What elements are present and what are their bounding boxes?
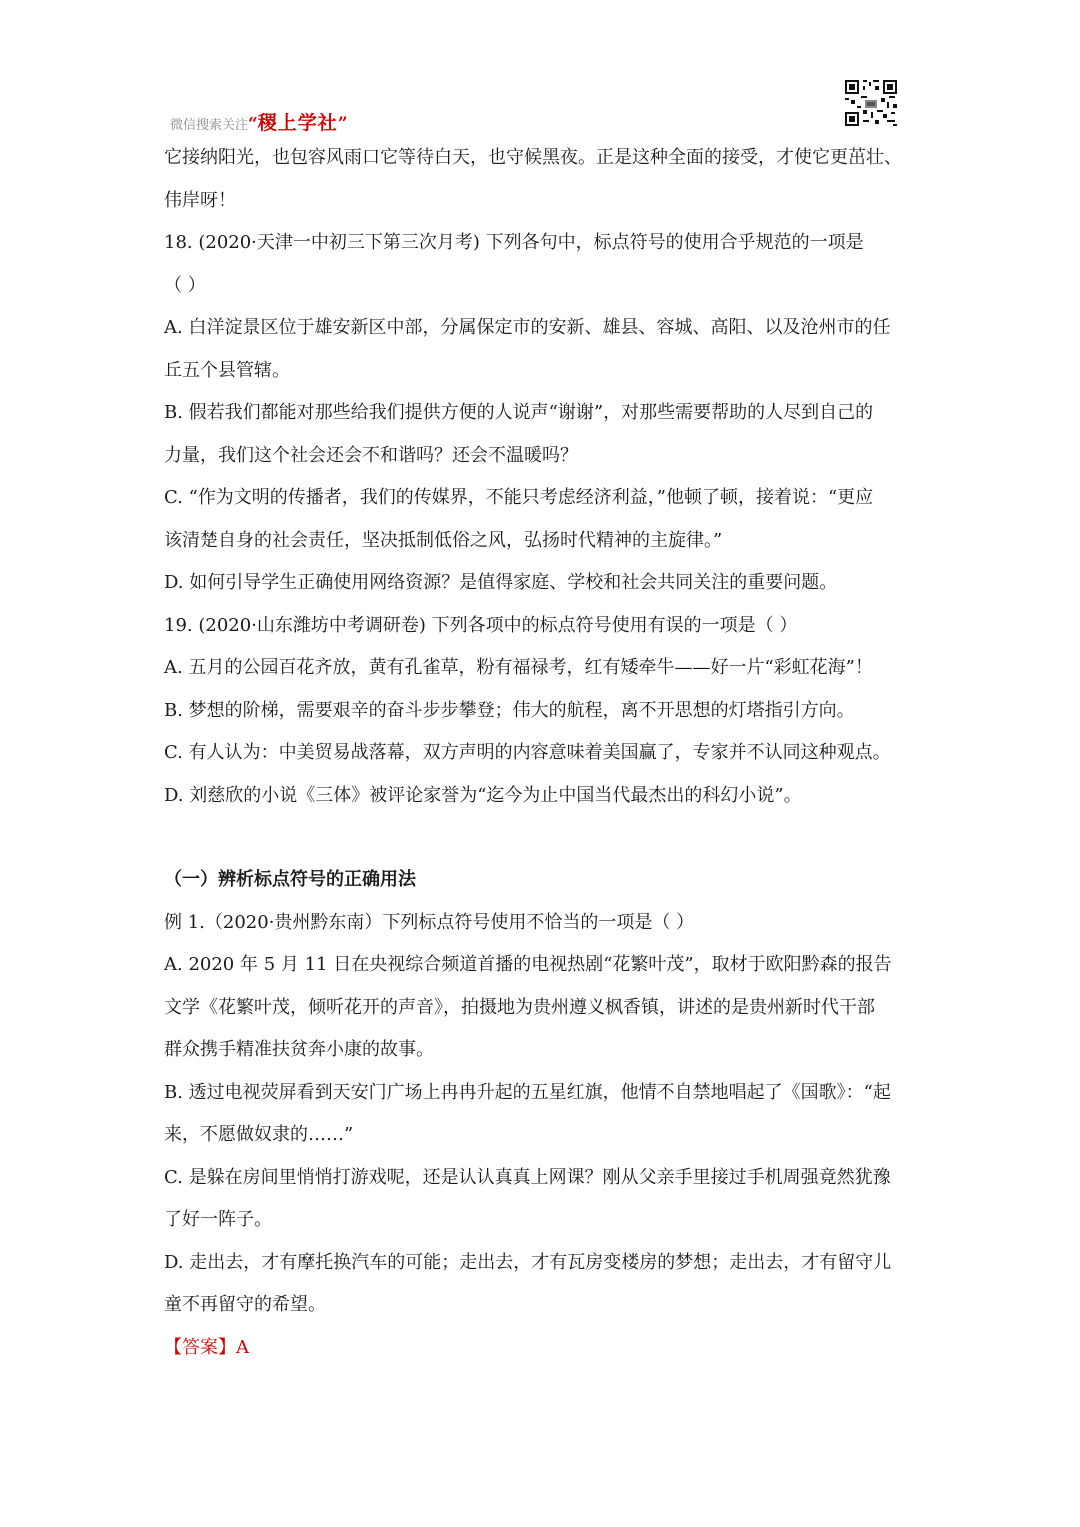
example-1-option-b: B. 透过电视荧屏看到天安门广场上冉冉升起的五星红旗，他情不自禁地唱起了《国歌》：“起 bbox=[164, 1081, 891, 1103]
header-brand: 稷上学社 bbox=[257, 112, 338, 134]
document-body bbox=[164, 137, 924, 1369]
text-line: 它接纳阳光，也包容风雨口它等待白天，也守候黑夜。正是这种全面的接受，才使它更茁壮、 bbox=[164, 147, 902, 168]
text-line: 文学《花繁叶茂，倾听花开的声音》，拍摄地为贵州遵义枫香镇，讲述的是贵州新时代干部 bbox=[164, 996, 875, 1018]
question-18-blank: （ ） bbox=[164, 274, 206, 296]
header-open-quote: “ bbox=[248, 114, 258, 134]
question-18-option-b: B. 假若我们都能对那些给我们提供方便的人说声“谢谢”，对那些需要帮助的人尽到自己的 bbox=[164, 402, 874, 423]
header-prefix: 微信搜索关注 bbox=[170, 118, 249, 133]
page-header bbox=[170, 108, 348, 135]
question-18-stem: 18. (2020·天津一中初三下第三次月考) 下列各句中，标点符号的使用合乎规范的一项是 bbox=[164, 232, 864, 253]
header-close-quote: ” bbox=[337, 114, 348, 134]
answer-tag: 【答案】 bbox=[164, 1336, 236, 1358]
text-line: 群众携手精准扶贫奔小康的故事。 bbox=[164, 1039, 434, 1060]
example-1-option-d: D. 走出去，才有摩托换汽车的可能；走出去，才有瓦房变楼房的梦想；走出去，才有留守儿 bbox=[164, 1251, 892, 1273]
example-1-stem: 例 1.（2020·贵州黔东南）下列标点符号使用不恰当的一项是（ ） bbox=[164, 911, 695, 933]
question-19-option-d: D. 刘慈欣的小说《三体》被评论家誉为“迄今为止中国当代最杰出的科幻小说”。 bbox=[164, 784, 802, 806]
answer-line bbox=[164, 1327, 924, 1370]
text-line: 该清楚自身的社会责任，坚决抵制低俗之风，弘扬时代精神的主旋律。” bbox=[164, 529, 723, 551]
text-line: 伟岸呀！ bbox=[164, 189, 236, 211]
question-19-stem: 19. (2020·山东潍坊中考调研卷) 下列各项中的标点符号使用有误的一项是（ ） bbox=[164, 614, 798, 636]
example-1-option-a: A. 2020 年 5 月 11 日在央视综合频道首播的电视热剧“花繁叶茂”，取材于欧阳黔森的报告 bbox=[164, 954, 892, 975]
text-line: 力量，我们这个社会还会不和谐吗？还会不温暖吗？ bbox=[164, 444, 578, 466]
qr-code-icon bbox=[845, 80, 897, 126]
section-title: （一）辨析标点符号的正确用法 bbox=[164, 869, 416, 890]
question-19-option-a: A. 五月的公园百花齐放，黄有孔雀草，粉有福禄考，红有矮牵牛——好一片“彩虹花海”！ bbox=[164, 657, 873, 678]
section-gap bbox=[164, 817, 924, 859]
text-line: 丘五个县管辖。 bbox=[164, 359, 290, 381]
question-18-option-a: A. 白洋淀景区位于雄安新区中部，分属保定市的安新、雄县、容城、高阳、以及沧州市的任 bbox=[164, 317, 891, 338]
text-line: 了好一阵子。 bbox=[164, 1209, 272, 1230]
text-line: 童不再留守的希望。 bbox=[164, 1294, 326, 1315]
example-1-option-c: C. 是躲在房间里悄悄打游戏呢，还是认认真真上网课？刚从父亲手里接过手机周强竟然犹豫 bbox=[164, 1166, 891, 1188]
question-19-option-b: B. 梦想的阶梯，需要艰辛的奋斗步步攀登；伟大的航程，离不开思想的灯塔指引方向。 bbox=[164, 699, 855, 721]
answer-value: A bbox=[236, 1336, 249, 1358]
question-19-option-c: C. 有人认为：中美贸易战落幕，双方声明的内容意味着美国赢了，专家并不认同这种观点。 bbox=[164, 742, 891, 763]
question-18-option-c: C. “作为文明的传播者，我们的传媒界，不能只考虑经济利益，”他顿了顿，接着说：“更应 bbox=[164, 487, 874, 508]
question-18-option-d: D. 如何引导学生正确使用网络资源？是值得家庭、学校和社会共同关注的重要问题。 bbox=[164, 572, 838, 593]
text-line: 来，不愿做奴隶的……” bbox=[164, 1124, 354, 1145]
